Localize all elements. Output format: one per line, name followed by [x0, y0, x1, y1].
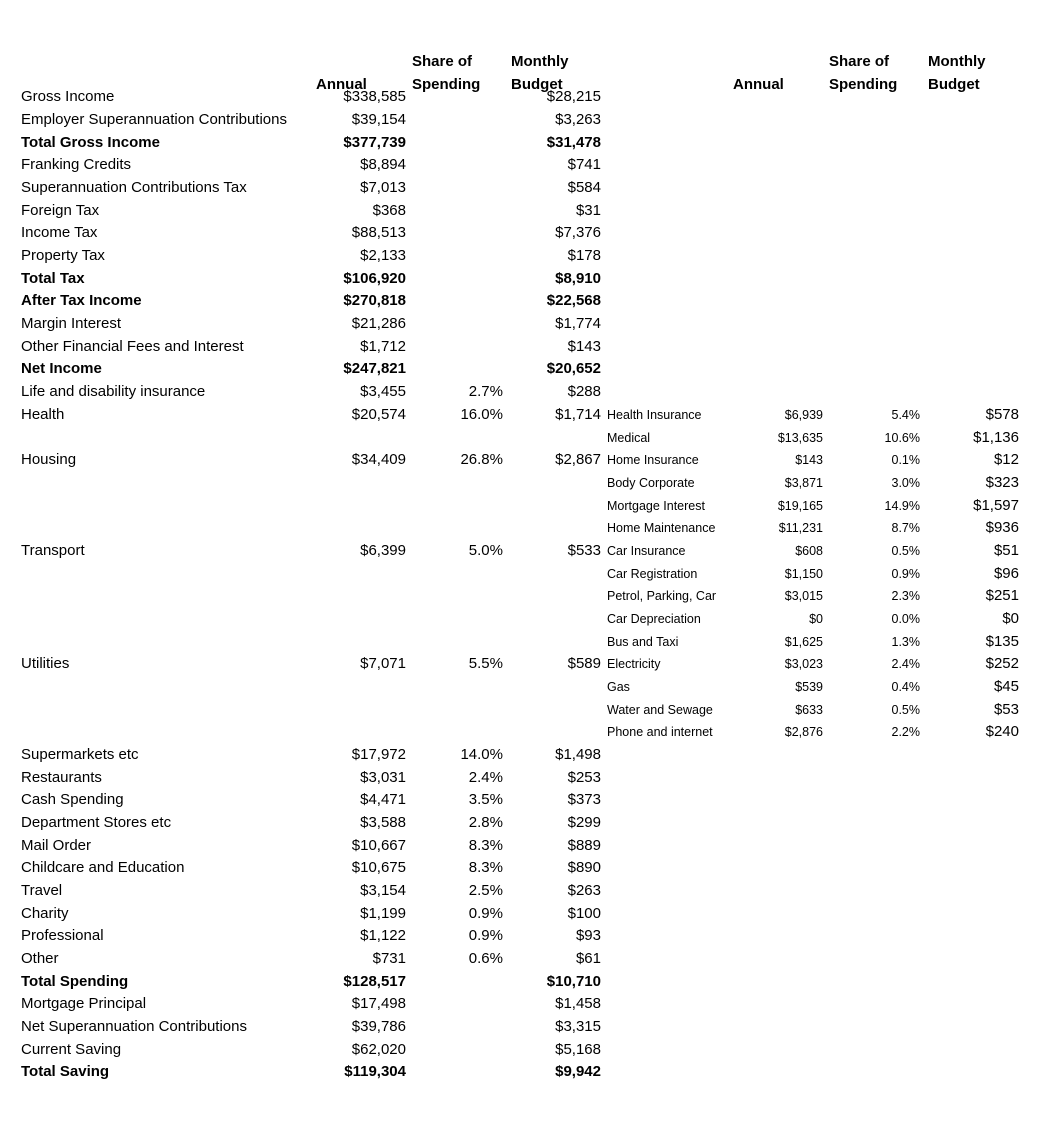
- row-label: Net Income: [21, 360, 102, 377]
- subrow-label: Mortgage Interest: [607, 499, 705, 513]
- row-annual: $88,513: [351, 224, 406, 241]
- subrow-share: 8.7%: [891, 521, 920, 535]
- row-share: [413, 178, 503, 198]
- row-annual: $3,588: [360, 814, 406, 831]
- subrow-annual: $6,939: [784, 408, 823, 422]
- row-share: 0.9%: [468, 927, 503, 944]
- row-annual: $39,786: [351, 1018, 406, 1035]
- subheader-annual: Annual: [733, 76, 784, 93]
- subrow-label: Bus and Taxi: [607, 635, 679, 649]
- header-share-line1: Share of: [412, 53, 473, 70]
- row-label: Health: [21, 406, 65, 423]
- row-label: Restaurants: [21, 769, 102, 786]
- row-label: Supermarkets etc: [21, 746, 139, 763]
- row-share: 3.5%: [468, 791, 503, 808]
- row-share: [413, 359, 503, 379]
- subrow-share: 1.3%: [891, 635, 920, 649]
- row-share: 2.8%: [468, 814, 503, 831]
- row-monthly: $288: [567, 383, 601, 400]
- row-label: Total Tax: [21, 270, 85, 287]
- row-annual: $247,821: [343, 360, 406, 377]
- row-label: Employer Superannuation Contributions: [21, 111, 287, 128]
- row-monthly: $589: [567, 655, 601, 672]
- row-annual: $34,409: [351, 451, 406, 468]
- subrow-share: 0.1%: [891, 453, 920, 467]
- row-label: Life and disability insurance: [21, 383, 206, 400]
- subrow-annual: $608: [795, 544, 823, 558]
- subrow-share: 0.0%: [891, 612, 920, 626]
- row-monthly: $533: [567, 542, 601, 559]
- subrow-label: Home Maintenance: [607, 521, 716, 535]
- subrow-monthly: $1,136: [973, 429, 1019, 446]
- subrow-label: Body Corporate: [607, 476, 695, 490]
- row-monthly: $889: [567, 837, 601, 854]
- subrow-label: Home Insurance: [607, 453, 699, 467]
- row-share: 26.8%: [460, 451, 503, 468]
- row-label: Mortgage Principal: [21, 995, 147, 1012]
- row-annual: $368: [372, 202, 406, 219]
- row-annual: $8,894: [360, 156, 406, 173]
- row-monthly: $31: [575, 202, 601, 219]
- subrow-label: Phone and internet: [607, 725, 713, 739]
- row-annual: $62,020: [351, 1041, 406, 1058]
- row-share: 8.3%: [468, 837, 503, 854]
- subrow-monthly: $53: [993, 701, 1019, 718]
- subrow-share: 2.3%: [891, 589, 920, 603]
- subrow-share: 0.9%: [891, 567, 920, 581]
- row-monthly: $100: [567, 905, 601, 922]
- row-annual: $1,122: [360, 927, 406, 944]
- subrow-monthly: $323: [985, 474, 1019, 491]
- row-share: 5.5%: [468, 655, 503, 672]
- subrow-monthly: $51: [993, 542, 1019, 559]
- subrow-annual: $13,635: [777, 431, 823, 445]
- row-label: Other: [21, 950, 59, 967]
- row-monthly: $890: [567, 859, 601, 876]
- subrow-monthly: $96: [993, 565, 1019, 582]
- row-monthly: $1,714: [555, 406, 601, 423]
- row-share: [413, 291, 503, 311]
- row-share: [413, 1017, 503, 1037]
- row-monthly: $8,910: [555, 270, 601, 287]
- row-label: Charity: [21, 905, 69, 922]
- row-monthly: $9,942: [555, 1063, 601, 1080]
- subrow-annual: $633: [795, 703, 823, 717]
- row-monthly: $7,376: [555, 224, 601, 241]
- row-monthly: $22,568: [546, 292, 601, 309]
- subrow-label: Car Insurance: [607, 544, 686, 558]
- row-share: [413, 1062, 503, 1082]
- row-share: 5.0%: [468, 542, 503, 559]
- row-monthly: $1,458: [555, 995, 601, 1012]
- subrow-label: Petrol, Parking, Car: [607, 589, 717, 603]
- row-share: [413, 201, 503, 221]
- subrow-annual: $143: [795, 453, 823, 467]
- subrow-annual: $539: [795, 680, 823, 694]
- row-monthly: $1,498: [555, 746, 601, 763]
- row-share: 2.7%: [468, 383, 503, 400]
- row-share: [413, 994, 503, 1014]
- row-annual: $3,154: [360, 882, 406, 899]
- row-monthly: $5,168: [555, 1041, 601, 1058]
- row-share: [413, 155, 503, 175]
- subrow-monthly: $0: [1002, 610, 1019, 627]
- subrow-monthly: $578: [985, 406, 1019, 423]
- row-share: [413, 972, 503, 992]
- row-monthly: $31,478: [546, 134, 601, 151]
- row-monthly: $2,867: [555, 451, 601, 468]
- row-annual: $7,071: [360, 655, 406, 672]
- row-annual: $20,574: [351, 406, 406, 423]
- row-label: Transport: [21, 542, 85, 559]
- row-annual: $10,675: [351, 859, 406, 876]
- subrow-annual: $3,015: [784, 589, 823, 603]
- row-label: After Tax Income: [21, 292, 142, 309]
- subrow-label: Car Registration: [607, 567, 698, 581]
- row-annual: $6,399: [360, 542, 406, 559]
- row-monthly: $263: [567, 882, 601, 899]
- row-monthly: $178: [567, 247, 601, 264]
- row-annual: $17,498: [351, 995, 406, 1012]
- row-label: Total Gross Income: [21, 134, 160, 151]
- header-monthly-line1: Monthly: [511, 53, 569, 70]
- row-annual: $1,712: [360, 338, 406, 355]
- row-monthly: $10,710: [546, 973, 601, 990]
- row-label: Department Stores etc: [21, 814, 172, 831]
- row-share: [413, 1040, 503, 1060]
- row-label: Other Financial Fees and Interest: [21, 338, 244, 355]
- row-annual: $128,517: [343, 973, 406, 990]
- subrow-share: 2.2%: [891, 725, 920, 739]
- subrow-monthly: $135: [985, 633, 1019, 650]
- header-share-line2: Spending: [412, 76, 481, 93]
- row-annual: $731: [372, 950, 406, 967]
- subrow-share: 3.0%: [891, 476, 920, 490]
- row-annual: $377,739: [343, 134, 406, 151]
- subrow-share: 2.4%: [891, 657, 920, 671]
- row-annual: $1,199: [360, 905, 406, 922]
- row-annual: $3,455: [360, 383, 406, 400]
- row-label: Cash Spending: [21, 791, 124, 808]
- row-label: Foreign Tax: [21, 202, 100, 219]
- row-monthly: $584: [567, 179, 601, 196]
- row-share: [413, 269, 503, 289]
- subrow-monthly: $45: [993, 678, 1019, 695]
- header-annual: Annual: [316, 76, 367, 93]
- row-label: Housing: [21, 451, 77, 468]
- row-share: 8.3%: [468, 859, 503, 876]
- row-share: 0.9%: [468, 905, 503, 922]
- row-label: Gross Income: [21, 88, 115, 105]
- row-annual: $106,920: [343, 270, 406, 287]
- row-label: Property Tax: [21, 247, 105, 264]
- subheader-monthly-line1: Monthly: [928, 53, 986, 70]
- row-label: Income Tax: [21, 224, 98, 241]
- row-share: 16.0%: [460, 406, 503, 423]
- row-label: Utilities: [21, 655, 70, 672]
- row-annual: $119,304: [344, 1063, 406, 1080]
- subheader-monthly-line2: Budget: [928, 76, 980, 93]
- row-monthly: $253: [567, 769, 601, 786]
- row-annual: $3,031: [360, 769, 406, 786]
- subrow-share: 5.4%: [891, 408, 920, 422]
- subrow-label: Water and Sewage: [607, 703, 713, 717]
- subrow-monthly: $12: [993, 451, 1019, 468]
- row-label: Current Saving: [21, 1041, 122, 1058]
- subrow-annual: $0: [809, 612, 823, 626]
- subrow-share: 10.6%: [884, 431, 920, 445]
- row-label: Superannuation Contributions Tax: [21, 179, 247, 196]
- subrow-annual: $19,165: [777, 499, 823, 513]
- header-monthly-line2: Budget: [511, 76, 563, 93]
- row-label: Mail Order: [21, 837, 92, 854]
- row-annual: $17,972: [351, 746, 406, 763]
- row-monthly: $1,774: [555, 315, 601, 332]
- row-annual: $4,471: [360, 791, 406, 808]
- subrow-annual: $3,871: [784, 476, 823, 490]
- row-annual: $39,154: [351, 111, 406, 128]
- subrow-share: 0.4%: [891, 680, 920, 694]
- row-share: 2.4%: [468, 769, 503, 786]
- row-label: Childcare and Education: [21, 859, 185, 876]
- row-monthly: $741: [567, 156, 601, 173]
- row-monthly: $373: [567, 791, 601, 808]
- row-share: [413, 246, 503, 266]
- row-share: 2.5%: [468, 882, 503, 899]
- row-share: [413, 110, 503, 130]
- row-monthly: $61: [575, 950, 601, 967]
- subrow-annual: $11,231: [778, 521, 823, 535]
- subrow-share: 0.5%: [891, 544, 920, 558]
- row-share: 14.0%: [460, 746, 503, 763]
- subrow-monthly: $251: [985, 587, 1019, 604]
- subrow-label: Car Depreciation: [607, 612, 701, 626]
- subrow-label: Gas: [607, 680, 630, 694]
- subrow-label: Health Insurance: [607, 408, 702, 422]
- row-annual: $7,013: [360, 179, 406, 196]
- row-share: [413, 314, 503, 334]
- subheader-share-line1: Share of: [829, 53, 890, 70]
- row-label: Net Superannuation Contributions: [21, 1018, 247, 1035]
- row-label: Travel: [21, 882, 63, 899]
- row-monthly: $3,315: [555, 1018, 601, 1035]
- row-annual: $270,818: [343, 292, 406, 309]
- subrow-share: 0.5%: [891, 703, 920, 717]
- subrow-monthly: $936: [985, 519, 1019, 536]
- row-monthly: $3,263: [555, 111, 601, 128]
- subheader-share-line2: Spending: [829, 76, 898, 93]
- row-share: 0.6%: [468, 950, 503, 967]
- row-share: [413, 223, 503, 243]
- subrow-annual: $2,876: [784, 725, 823, 739]
- row-annual: $21,286: [351, 315, 406, 332]
- row-share: [413, 133, 503, 153]
- subrow-annual: $1,150: [784, 567, 823, 581]
- row-share: [413, 87, 503, 107]
- row-label: Total Spending: [21, 973, 129, 990]
- row-monthly: $93: [575, 927, 601, 944]
- subrow-monthly: $252: [985, 655, 1019, 672]
- row-label: Professional: [21, 927, 104, 944]
- row-label: Margin Interest: [21, 315, 122, 332]
- row-annual: $2,133: [360, 247, 406, 264]
- row-monthly: $20,652: [546, 360, 601, 377]
- subrow-monthly: $240: [985, 723, 1019, 740]
- subrow-label: Electricity: [607, 657, 661, 671]
- row-share: [413, 337, 503, 357]
- row-monthly: $143: [567, 338, 601, 355]
- row-annual: $10,667: [351, 837, 406, 854]
- subrow-label: Medical: [607, 431, 651, 445]
- subrow-share: 14.9%: [884, 499, 920, 513]
- row-label: Total Saving: [21, 1063, 110, 1080]
- row-monthly: $299: [567, 814, 601, 831]
- row-annual: $338,585: [343, 88, 406, 105]
- row-monthly: $28,215: [546, 88, 601, 105]
- subrow-annual: $3,023: [784, 657, 823, 671]
- row-label: Franking Credits: [21, 156, 132, 173]
- subrow-monthly: $1,597: [973, 497, 1019, 514]
- subrow-annual: $1,625: [784, 635, 823, 649]
